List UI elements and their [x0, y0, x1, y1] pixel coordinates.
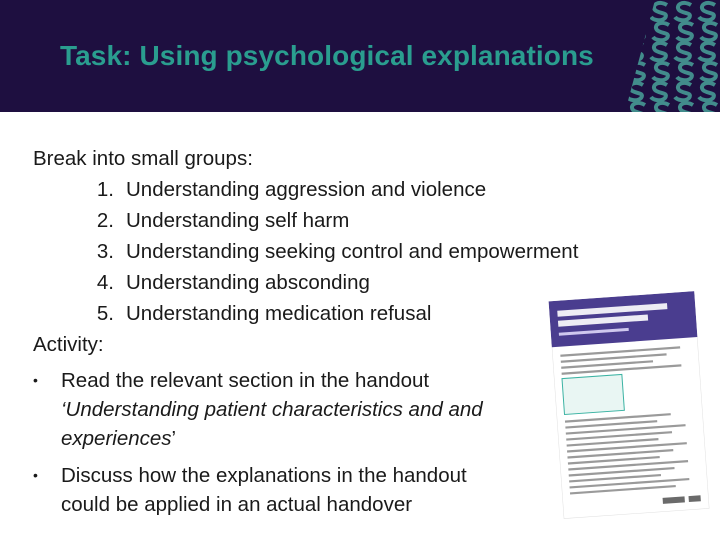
s-curve-icon: [629, 23, 645, 40]
s-curve-icon: [677, 23, 693, 40]
handout-thumbnail-icon: [549, 291, 710, 519]
activity-label: Activity:: [33, 333, 104, 356]
list-item-text: Understanding self harm: [126, 209, 350, 232]
list-item-text: Understanding medication refusal: [126, 302, 432, 325]
list-number: 1.: [96, 178, 114, 201]
s-curve-icon: [651, 83, 667, 100]
s-curve-icon: [675, 3, 691, 20]
s-curve-icon: [627, 3, 643, 20]
title-bar: [0, 0, 720, 112]
list-item: [33, 205, 673, 236]
quote-close: ’: [171, 427, 177, 450]
list-number: 5.: [96, 302, 114, 325]
s-curve-icon: [677, 103, 693, 112]
page-title: Task: Using psychological explanations: [60, 40, 594, 71]
intro-text: Break into small groups:: [33, 147, 253, 170]
s-curve-icon: [699, 83, 715, 100]
s-curve-icon: [651, 43, 667, 60]
s-curve-icon: [675, 43, 691, 60]
list-item-text: Understanding absconding: [126, 271, 370, 294]
s-curve-icon: [677, 63, 693, 80]
s-curve-icon: [699, 3, 715, 20]
s-curve-icon: [653, 23, 669, 40]
s-curve-icon: [699, 43, 715, 60]
s-curve-icon: [653, 63, 669, 80]
s-curve-icon: [627, 43, 643, 60]
list-item: [33, 236, 673, 267]
list-number: 4.: [96, 271, 114, 294]
s-curve-icon: [629, 103, 645, 112]
list-item-text: Understanding aggression and violence: [126, 178, 487, 201]
s-curve-icon: [701, 103, 717, 112]
s-curve-icon: [675, 83, 691, 100]
s-curve-icon: [701, 63, 717, 80]
s-curve-icon: [701, 23, 717, 40]
list-number: 2.: [96, 209, 114, 232]
s-curve-icon: [629, 63, 645, 80]
s-curve-pattern-icon: [625, 0, 720, 112]
s-curve-icon: [653, 103, 669, 112]
bullet-icon: •: [33, 467, 38, 483]
list-number: 3.: [96, 240, 114, 263]
bullet-icon: •: [33, 372, 38, 388]
handout-title: ‘Understanding patient characteristics and and experiences: [61, 398, 483, 450]
activity-text: Discuss how the explanations in the handout could be applied in an actual handover: [61, 464, 467, 516]
s-curve-icon: [651, 3, 667, 20]
list-item: [33, 267, 673, 298]
activity-text: Read the relevant section in the handout: [61, 369, 430, 392]
list-item-text: Understanding seeking control and empowerment: [126, 240, 579, 263]
list-item: [33, 174, 673, 205]
s-curve-icon: [627, 83, 643, 100]
